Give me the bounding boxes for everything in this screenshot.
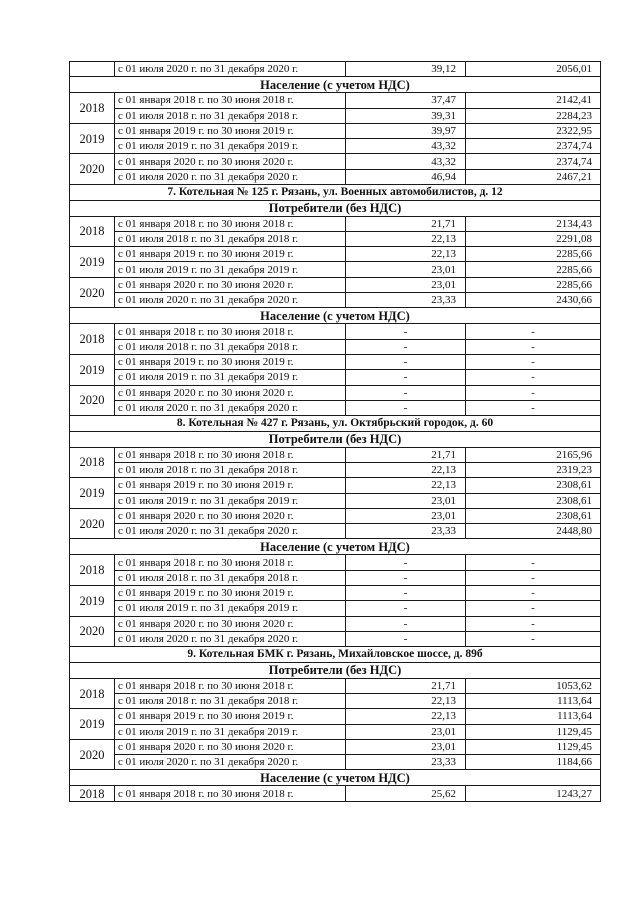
year-cell: 2018 (70, 447, 115, 478)
rate-cell: - (346, 324, 466, 339)
category-header-row (70, 77, 601, 93)
table-row (70, 154, 601, 169)
tariff-cell: 2308,61 (466, 493, 601, 508)
tariff-table (69, 61, 601, 802)
facility-header-row (70, 647, 601, 663)
table-row (70, 339, 601, 354)
period-cell: с 01 января 2020 г. по 30 июня 2020 г. (115, 385, 346, 400)
table-row (70, 709, 601, 724)
category-header-row (70, 770, 601, 786)
rate-cell: 23,01 (346, 262, 466, 277)
category-header: Население (с учетом НДС) (70, 539, 601, 555)
rate-cell: 43,32 (346, 154, 466, 169)
table-row (70, 478, 601, 493)
facility-header: 9. Котельная БМК г. Рязань, Михайловское шоссе, д. 89б (70, 647, 601, 663)
tariff-cell: 1053,62 (466, 678, 601, 693)
rate-cell: 23,01 (346, 724, 466, 739)
rate-cell: - (346, 616, 466, 631)
tariff-cell: 1243,27 (466, 786, 601, 801)
rate-cell: - (346, 570, 466, 585)
year-cell: 2018 (70, 786, 115, 801)
rate-cell: 23,33 (346, 293, 466, 308)
table-row (70, 755, 601, 770)
table-row (70, 216, 601, 231)
rate-cell: 23,01 (346, 493, 466, 508)
period-cell: с 01 июля 2019 г. по 31 декабря 2019 г. (115, 724, 346, 739)
tariff-cell: 1184,66 (466, 755, 601, 770)
tariff-cell: 2142,41 (466, 93, 601, 108)
table-row (70, 385, 601, 400)
rate-cell: 21,71 (346, 678, 466, 693)
tariff-cell: 2308,61 (466, 478, 601, 493)
rate-cell: 23,01 (346, 277, 466, 292)
period-cell: с 01 июля 2020 г. по 31 декабря 2020 г. (115, 524, 346, 539)
rate-cell: 22,13 (346, 694, 466, 709)
tariff-cell: - (466, 354, 601, 369)
table-row (70, 400, 601, 415)
rate-cell: - (346, 370, 466, 385)
category-header: Население (с учетом НДС) (70, 308, 601, 324)
tariff-cell: 2291,08 (466, 231, 601, 246)
table-row (70, 601, 601, 616)
period-cell: с 01 января 2019 г. по 30 июня 2019 г. (115, 586, 346, 601)
period-cell: с 01 января 2018 г. по 30 июня 2018 г. (115, 93, 346, 108)
rate-cell: 46,94 (346, 169, 466, 184)
category-header: Население (с учетом НДС) (70, 77, 601, 93)
table-row (70, 631, 601, 646)
year-cell: 2018 (70, 216, 115, 247)
table-row (70, 616, 601, 631)
rate-cell: 23,33 (346, 524, 466, 539)
tariff-cell: 2467,21 (466, 169, 601, 184)
table-row (70, 524, 601, 539)
period-cell: с 01 января 2019 г. по 30 июня 2019 г. (115, 709, 346, 724)
year-cell: 2019 (70, 123, 115, 154)
tariff-cell: 2322,95 (466, 123, 601, 138)
year-cell: 2019 (70, 709, 115, 740)
table-row (70, 739, 601, 754)
tariff-cell: 2134,43 (466, 216, 601, 231)
tariff-table-body (70, 62, 601, 802)
period-cell: с 01 января 2020 г. по 30 июня 2020 г. (115, 616, 346, 631)
year-cell: 2019 (70, 247, 115, 278)
category-header-row (70, 431, 601, 447)
tariff-cell: 2165,96 (466, 447, 601, 462)
period-cell: с 01 июля 2018 г. по 31 декабря 2018 г. (115, 462, 346, 477)
tariff-cell: 1129,45 (466, 724, 601, 739)
table-row (70, 555, 601, 570)
year-cell: 2018 (70, 324, 115, 355)
period-cell: с 01 июля 2019 г. по 31 декабря 2019 г. (115, 601, 346, 616)
period-cell: с 01 июля 2019 г. по 31 декабря 2019 г. (115, 493, 346, 508)
table-row (70, 786, 601, 801)
period-cell: с 01 января 2018 г. по 30 июня 2018 г. (115, 447, 346, 462)
rate-cell: - (346, 631, 466, 646)
rate-cell: - (346, 555, 466, 570)
period-cell: с 01 января 2019 г. по 30 июня 2019 г. (115, 123, 346, 138)
table-row (70, 462, 601, 477)
period-cell: с 01 июля 2020 г. по 31 декабря 2020 г. (115, 62, 346, 77)
tariff-cell: - (466, 555, 601, 570)
rate-cell: 23,01 (346, 508, 466, 523)
rate-cell: - (346, 339, 466, 354)
rate-cell: 39,97 (346, 123, 466, 138)
table-row (70, 324, 601, 339)
rate-cell: - (346, 354, 466, 369)
facility-header: 7. Котельная № 125 г. Рязань, ул. Военных автомобилистов, д. 12 (70, 185, 601, 201)
rate-cell: 37,47 (346, 93, 466, 108)
year-cell: 2020 (70, 385, 115, 416)
tariff-cell: - (466, 616, 601, 631)
period-cell: с 01 января 2018 г. по 30 июня 2018 г. (115, 786, 346, 801)
rate-cell: - (346, 400, 466, 415)
period-cell: с 01 июля 2020 г. по 31 декабря 2020 г. (115, 631, 346, 646)
tariff-cell: 1113,64 (466, 694, 601, 709)
tariff-cell: - (466, 339, 601, 354)
tariff-cell: 2285,66 (466, 262, 601, 277)
table-row (70, 169, 601, 184)
period-cell: с 01 июля 2020 г. по 31 декабря 2020 г. (115, 169, 346, 184)
year-cell: 2020 (70, 616, 115, 647)
period-cell: с 01 января 2019 г. по 30 июня 2019 г. (115, 247, 346, 262)
tariff-cell: 2285,66 (466, 247, 601, 262)
period-cell: с 01 января 2018 г. по 30 июня 2018 г. (115, 216, 346, 231)
tariff-cell: 2308,61 (466, 508, 601, 523)
period-cell: с 01 июля 2018 г. по 31 декабря 2018 г. (115, 339, 346, 354)
period-cell: с 01 января 2018 г. по 30 июня 2018 г. (115, 555, 346, 570)
rate-cell: 22,13 (346, 462, 466, 477)
table-row (70, 370, 601, 385)
facility-header: 8. Котельная № 427 г. Рязань, ул. Октябрьский городок, д. 60 (70, 416, 601, 432)
category-header: Потребители (без НДС) (70, 200, 601, 216)
tariff-cell: 1129,45 (466, 739, 601, 754)
tariff-cell: - (466, 324, 601, 339)
table-row (70, 93, 601, 108)
period-cell: с 01 июля 2019 г. по 31 декабря 2019 г. (115, 139, 346, 154)
period-cell: с 01 июля 2020 г. по 31 декабря 2020 г. (115, 293, 346, 308)
table-row (70, 62, 601, 77)
tariff-cell: - (466, 601, 601, 616)
tariff-cell: 2374,74 (466, 154, 601, 169)
period-cell: с 01 июля 2019 г. по 31 декабря 2019 г. (115, 370, 346, 385)
year-cell: 2020 (70, 154, 115, 185)
rate-cell: 25,62 (346, 786, 466, 801)
period-cell: с 01 января 2020 г. по 30 июня 2020 г. (115, 739, 346, 754)
period-cell: с 01 июля 2018 г. по 31 декабря 2018 г. (115, 694, 346, 709)
tariff-table-page (69, 61, 600, 802)
year-cell: 2020 (70, 508, 115, 539)
tariff-cell: 2430,66 (466, 293, 601, 308)
tariff-cell: - (466, 570, 601, 585)
period-cell: с 01 июля 2020 г. по 31 декабря 2020 г. (115, 755, 346, 770)
period-cell: с 01 января 2019 г. по 30 июня 2019 г. (115, 354, 346, 369)
category-header: Население (с учетом НДС) (70, 770, 601, 786)
rate-cell: 21,71 (346, 216, 466, 231)
rate-cell: 23,33 (346, 755, 466, 770)
year-cell: 2018 (70, 93, 115, 124)
category-header-row (70, 308, 601, 324)
table-row (70, 139, 601, 154)
year-cell (70, 62, 115, 77)
table-row (70, 354, 601, 369)
year-cell: 2018 (70, 678, 115, 709)
table-row (70, 586, 601, 601)
rate-cell: 22,13 (346, 231, 466, 246)
tariff-cell: - (466, 370, 601, 385)
period-cell: с 01 января 2020 г. по 30 июня 2020 г. (115, 154, 346, 169)
table-row (70, 262, 601, 277)
rate-cell: - (346, 385, 466, 400)
category-header-row (70, 662, 601, 678)
tariff-cell: 2374,74 (466, 139, 601, 154)
table-row (70, 108, 601, 123)
table-row (70, 247, 601, 262)
tariff-cell: 2285,66 (466, 277, 601, 292)
tariff-cell: 2056,01 (466, 62, 601, 77)
tariff-cell: - (466, 631, 601, 646)
rate-cell: 23,01 (346, 739, 466, 754)
table-row (70, 293, 601, 308)
period-cell: с 01 января 2018 г. по 30 июня 2018 г. (115, 324, 346, 339)
category-header: Потребители (без НДС) (70, 431, 601, 447)
period-cell: с 01 января 2018 г. по 30 июня 2018 г. (115, 678, 346, 693)
category-header-row (70, 539, 601, 555)
table-row (70, 231, 601, 246)
period-cell: с 01 июля 2018 г. по 31 декабря 2018 г. (115, 570, 346, 585)
year-cell: 2019 (70, 354, 115, 385)
year-cell: 2019 (70, 586, 115, 617)
table-row (70, 123, 601, 138)
tariff-cell: 2448,80 (466, 524, 601, 539)
rate-cell: 22,13 (346, 247, 466, 262)
period-cell: с 01 января 2020 г. по 30 июня 2020 г. (115, 508, 346, 523)
rate-cell: 21,71 (346, 447, 466, 462)
tariff-cell: 2284,23 (466, 108, 601, 123)
table-row (70, 570, 601, 585)
period-cell: с 01 января 2019 г. по 30 июня 2019 г. (115, 478, 346, 493)
rate-cell: 22,13 (346, 709, 466, 724)
rate-cell: 39,12 (346, 62, 466, 77)
category-header: Потребители (без НДС) (70, 662, 601, 678)
period-cell: с 01 января 2020 г. по 30 июня 2020 г. (115, 277, 346, 292)
tariff-cell: 2319,23 (466, 462, 601, 477)
facility-header-row (70, 185, 601, 201)
rate-cell: - (346, 586, 466, 601)
table-row (70, 277, 601, 292)
rate-cell: 39,31 (346, 108, 466, 123)
tariff-cell: - (466, 586, 601, 601)
tariff-cell: 1113,64 (466, 709, 601, 724)
rate-cell: 43,32 (346, 139, 466, 154)
table-row (70, 678, 601, 693)
year-cell: 2020 (70, 277, 115, 308)
table-row (70, 447, 601, 462)
period-cell: с 01 июля 2018 г. по 31 декабря 2018 г. (115, 108, 346, 123)
table-row (70, 724, 601, 739)
period-cell: с 01 июля 2019 г. по 31 декабря 2019 г. (115, 262, 346, 277)
year-cell: 2019 (70, 478, 115, 509)
period-cell: с 01 июля 2018 г. по 31 декабря 2018 г. (115, 231, 346, 246)
period-cell: с 01 июля 2020 г. по 31 декабря 2020 г. (115, 400, 346, 415)
table-row (70, 493, 601, 508)
table-row (70, 508, 601, 523)
table-row (70, 694, 601, 709)
tariff-cell: - (466, 385, 601, 400)
year-cell: 2020 (70, 739, 115, 770)
rate-cell: - (346, 601, 466, 616)
year-cell: 2018 (70, 555, 115, 586)
tariff-cell: - (466, 400, 601, 415)
facility-header-row (70, 416, 601, 432)
rate-cell: 22,13 (346, 478, 466, 493)
category-header-row (70, 200, 601, 216)
